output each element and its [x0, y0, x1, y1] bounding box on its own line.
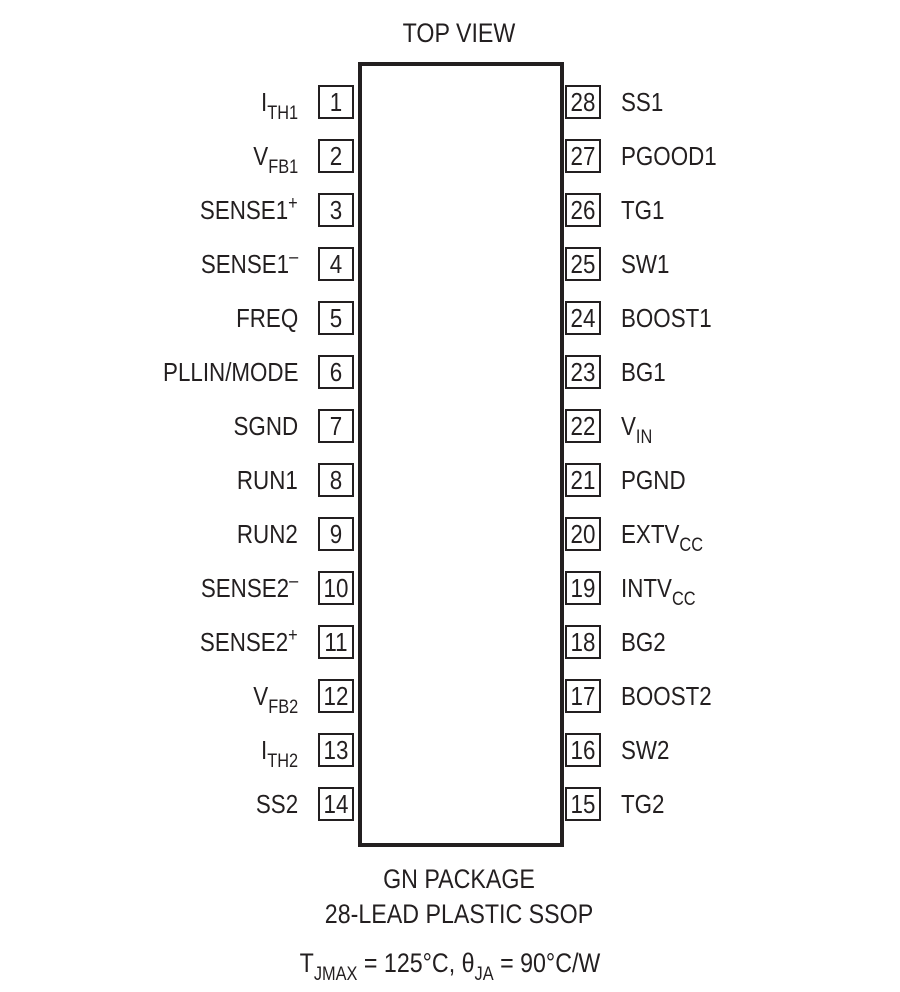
- pin-name-text: SGND: [233, 411, 298, 441]
- pin-name-1: [261, 85, 298, 123]
- pin-number-12: 12: [323, 681, 349, 711]
- pin-name-text: SW1: [621, 249, 670, 279]
- pin-number-21: 21: [570, 465, 596, 495]
- pin-name-17: [621, 679, 712, 713]
- pin-name-2: [253, 139, 298, 177]
- pin-label-23: [621, 355, 900, 389]
- pin-name-subscript: TH2: [267, 751, 298, 772]
- pin-name-15: [621, 787, 664, 821]
- pin-name-text: RUN2: [237, 519, 298, 549]
- pin-label-6: [0, 355, 298, 389]
- pin-label-17: [621, 679, 900, 713]
- pin-label-15: [621, 787, 900, 821]
- pin-label-7: [0, 409, 298, 443]
- pin-label-10: [0, 571, 298, 605]
- pin-number-1: 1: [329, 87, 343, 117]
- pin-number-18: 18: [570, 627, 596, 657]
- pin-number-23: 23: [570, 357, 596, 387]
- pin-name-text: BOOST2: [621, 681, 712, 711]
- pin-name-text: PGND: [621, 465, 686, 495]
- pin-number-6: 6: [329, 357, 343, 387]
- pin-label-21: [621, 463, 900, 497]
- pin-number-15: 15: [570, 789, 596, 819]
- pin-label-13: [0, 733, 298, 772]
- pin-name-22: [621, 409, 652, 447]
- pin-name-4: [201, 247, 298, 285]
- pin-name-text: V: [253, 681, 269, 711]
- pin-name-text: TG1: [621, 195, 665, 225]
- pin-name-subscript: CC: [671, 589, 696, 610]
- pin-name-superscript: –: [288, 247, 298, 268]
- pin-name-text: SENSE2: [200, 627, 289, 657]
- package-description: 28-LEAD PLASTIC SSOP: [324, 899, 594, 929]
- pin-name-text: SENSE1: [200, 195, 289, 225]
- pin-name-23: [621, 355, 666, 389]
- pin-number-20: 20: [570, 519, 596, 549]
- pin-name-19: [621, 571, 696, 609]
- pin-label-24: [621, 301, 900, 335]
- pin-name-8: [237, 463, 298, 497]
- pin-name-text: V: [253, 141, 269, 171]
- pin-name-5: [236, 301, 298, 335]
- pin-label-1: [0, 85, 298, 124]
- pin-number-13: 13: [323, 735, 349, 765]
- pin-number-19: 19: [570, 573, 596, 603]
- thermal-theta-subscript: JA: [474, 964, 494, 985]
- pin-name-text: SS1: [621, 87, 664, 117]
- pin-name-superscript: –: [288, 571, 298, 592]
- pin-name-10: [201, 571, 298, 609]
- pin-number-11: 11: [324, 627, 348, 657]
- thermal-t-value: = 125°C,: [357, 948, 462, 978]
- pin-label-26: [621, 193, 900, 227]
- pin-label-8: [0, 463, 298, 497]
- pin-number-28: 28: [570, 87, 596, 117]
- pin-label-2: [0, 139, 298, 178]
- thermal-t: T: [299, 948, 314, 978]
- pin-number-8: 8: [329, 465, 343, 495]
- pin-label-14: [0, 787, 298, 821]
- pin-name-text: SENSE2: [200, 573, 289, 603]
- pin-name-subscript: FB2: [268, 697, 298, 718]
- pin-name-25: [621, 247, 669, 281]
- pin-number-24: 24: [570, 303, 596, 333]
- pin-name-text: SENSE1: [200, 249, 289, 279]
- pin-name-text: V: [621, 411, 636, 441]
- pin-name-20: [621, 517, 703, 555]
- package-name: GN PACKAGE: [383, 864, 535, 894]
- pin-number-5: 5: [329, 303, 343, 333]
- pin-name-text: PLLIN/MODE: [162, 357, 298, 387]
- pin-number-2: 2: [329, 141, 343, 171]
- pin-number-16: 16: [570, 735, 596, 765]
- pin-name-12: [253, 679, 298, 717]
- pin-name-subscript: FB1: [268, 157, 298, 178]
- pin-label-11: [0, 625, 298, 659]
- pin-label-28: [621, 85, 900, 119]
- pin-label-4: [0, 247, 298, 281]
- pin-name-text: SW2: [621, 735, 670, 765]
- pin-name-text: RUN1: [237, 465, 298, 495]
- pin-name-14: [256, 787, 298, 821]
- thermal-theta-value: = 90°C/W: [493, 948, 601, 978]
- pin-name-subscript: CC: [679, 535, 704, 556]
- pin-name-text: INTV: [621, 573, 672, 603]
- pin-number-14: 14: [323, 789, 349, 819]
- pin-label-19: [621, 571, 900, 610]
- pin-number-27: 27: [570, 141, 596, 171]
- pin-label-9: [0, 517, 298, 551]
- pin-label-25: [621, 247, 900, 281]
- pin-name-text: BOOST1: [621, 303, 712, 333]
- thermal-theta: θ: [461, 948, 475, 978]
- pin-name-13: [261, 733, 298, 771]
- pin-name-text: EXTV: [621, 519, 680, 549]
- pin-name-superscript: +: [288, 625, 298, 646]
- pin-name-18: [621, 625, 666, 659]
- pin-name-26: [621, 193, 664, 227]
- pin-name-7: [233, 409, 298, 443]
- pin-name-28: [621, 85, 663, 119]
- pin-name-text: I: [260, 87, 268, 117]
- pin-number-25: 25: [570, 249, 596, 279]
- pin-number-26: 26: [570, 195, 596, 225]
- pin-label-16: [621, 733, 900, 767]
- thermal-spec: [63, 948, 837, 985]
- pin-number-4: 4: [329, 249, 343, 279]
- pin-name-6: [163, 355, 298, 389]
- pin-name-text: BG1: [621, 357, 666, 387]
- pin-label-3: [0, 193, 298, 227]
- view-title: TOP VIEW: [402, 18, 516, 48]
- pin-name-21: [621, 463, 686, 497]
- thermal-t-subscript: JMAX: [313, 964, 358, 985]
- pin-name-16: [621, 733, 669, 767]
- pin-label-5: [0, 301, 298, 335]
- pin-label-18: [621, 625, 900, 659]
- pin-label-27: [621, 139, 900, 173]
- pin-name-text: SS2: [255, 789, 298, 819]
- pin-number-22: 22: [570, 411, 596, 441]
- pin-name-subscript: IN: [635, 427, 653, 448]
- pin-name-text: FREQ: [235, 303, 298, 333]
- pin-label-12: [0, 679, 298, 718]
- pin-name-27: [621, 139, 717, 173]
- pin-name-3: [200, 193, 298, 231]
- pin-number-9: 9: [329, 519, 343, 549]
- pin-name-subscript: TH1: [267, 103, 298, 124]
- pin-name-9: [237, 517, 298, 551]
- pin-number-17: 17: [570, 681, 596, 711]
- pin-number-3: 3: [329, 195, 343, 225]
- pin-label-20: [621, 517, 900, 556]
- pin-name-superscript: +: [288, 193, 298, 214]
- pin-name-11: [200, 625, 298, 663]
- ic-package-body: [358, 62, 564, 847]
- pin-name-24: [621, 301, 712, 335]
- pin-name-text: BG2: [621, 627, 666, 657]
- pin-name-text: I: [260, 735, 268, 765]
- pin-label-22: [621, 409, 900, 448]
- pin-number-10: 10: [323, 573, 349, 603]
- pin-name-text: TG2: [621, 789, 665, 819]
- pin-name-text: PGOOD1: [621, 141, 717, 171]
- pin-number-7: 7: [329, 411, 343, 441]
